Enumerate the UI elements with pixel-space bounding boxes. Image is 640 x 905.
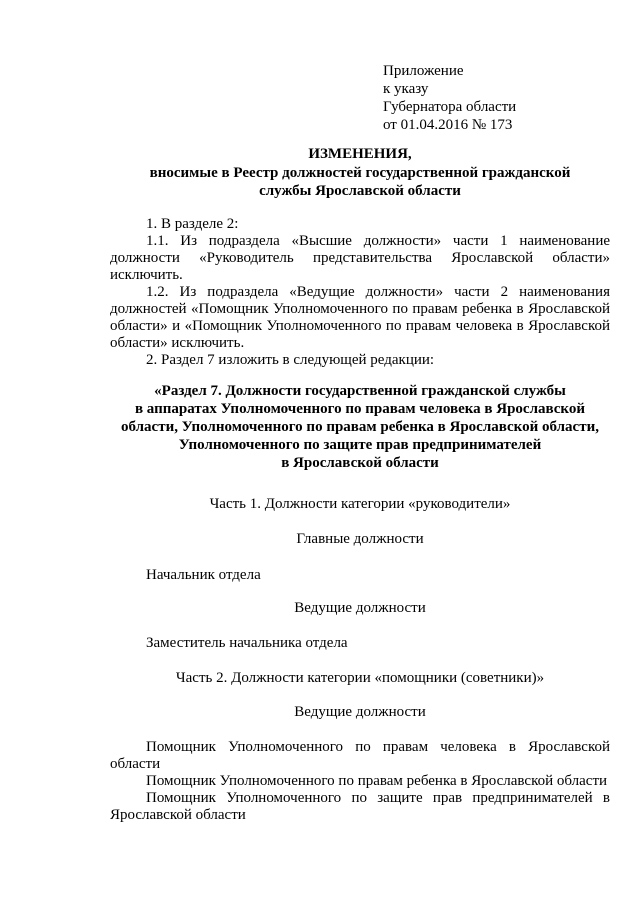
appendix-line: Приложение bbox=[383, 63, 464, 79]
item-1-2: 1.2. Из подраздела «Ведущие должности» части 2 наименования должностей «Помощник Уполномоченного по правам ребенка в Ярославской области» и «Помощник Уполномоченного по правам человека в Ярославской области» исключить. bbox=[110, 284, 610, 351]
position-item: Помощник Уполномоченного по правам ребенка в Ярославской области bbox=[146, 773, 608, 789]
part-1-heading: Часть 1. Должности категории «руководители» bbox=[209, 496, 511, 512]
part-2-positions bbox=[110, 739, 610, 824]
position-item: Помощник Уполномоченного по защите прав предпринимателей в Ярославской области bbox=[110, 790, 610, 823]
part-1-group-heading: Главные должности bbox=[296, 531, 424, 547]
appendix-note bbox=[383, 63, 623, 135]
section-7-title bbox=[110, 383, 610, 473]
section-title-line: Уполномоченного по защите прав предпринимателей bbox=[178, 437, 542, 453]
part-2-heading: Часть 2. Должности категории «помощники (советники)» bbox=[175, 670, 545, 686]
section-title-line: «Раздел 7. Должности государственной гражданской службы bbox=[154, 383, 566, 399]
title-line: ИЗМЕНЕНИЯ, bbox=[308, 146, 412, 162]
appendix-line: от 01.04.2016 № 173 bbox=[383, 117, 513, 133]
title-line: службы Ярославской области bbox=[259, 183, 461, 199]
item-1-1: 1.1. Из подраздела «Высшие должности» части 1 наименование должности «Руководитель представительства Ярославской области» исключить. bbox=[110, 233, 610, 283]
part-2-group-heading: Ведущие должности bbox=[294, 704, 426, 720]
position-item: Начальник отдела bbox=[146, 567, 261, 583]
part-1-group-heading: Ведущие должности bbox=[294, 600, 426, 616]
position-item: Помощник Уполномоченного по правам человека в Ярославской области bbox=[110, 739, 610, 772]
title-line: вносимые в Реестр должностей государственной гражданской bbox=[149, 165, 571, 181]
section-title-line: области, Уполномоченного по правам ребенка в Ярославской области, bbox=[121, 419, 599, 435]
item-2: 2. Раздел 7 изложить в следующей редакции: bbox=[146, 352, 435, 368]
document-title bbox=[110, 146, 610, 201]
section-title-line: в Ярославской области bbox=[281, 455, 439, 471]
appendix-line: к указу bbox=[383, 81, 429, 97]
amendments-list bbox=[110, 216, 610, 369]
item-1: 1. В разделе 2: bbox=[146, 216, 239, 232]
position-item: Заместитель начальника отдела bbox=[146, 635, 348, 651]
appendix-line: Губернатора области bbox=[383, 99, 517, 115]
section-title-line: в аппаратах Уполномоченного по правам человека в Ярославской bbox=[134, 401, 586, 417]
